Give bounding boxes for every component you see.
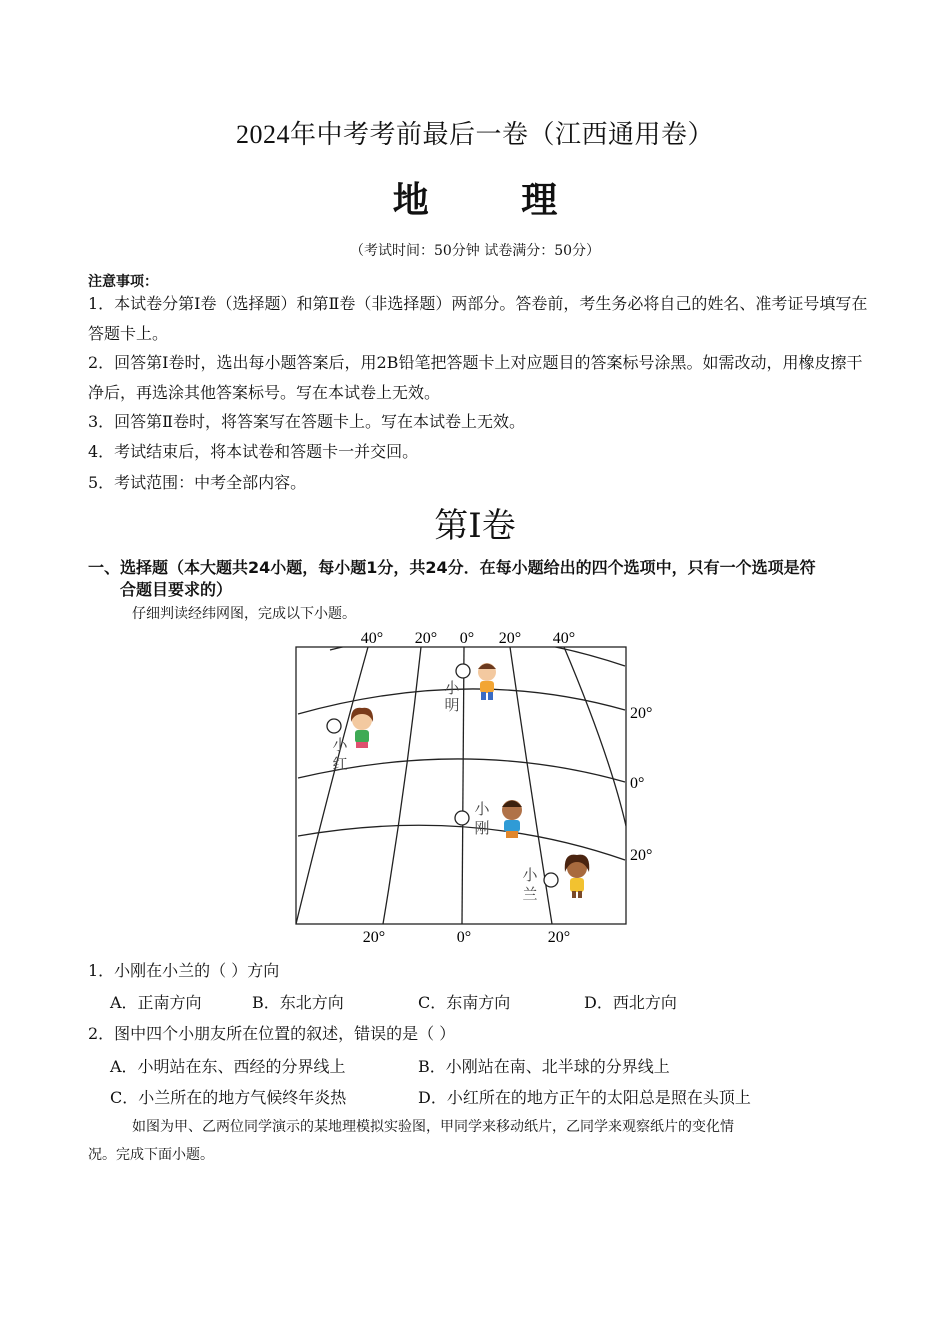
person-xiaolan — [522, 855, 589, 903]
map-top-label-20e: 20° — [498, 630, 522, 647]
location-point-xiaohong — [327, 719, 341, 733]
map-top-label-40w: 40° — [360, 630, 384, 647]
location-point-xiaolan — [544, 873, 558, 887]
label-xiaogang-1: 小 — [474, 802, 490, 818]
notice-item-3: 3．回答第Ⅱ卷时，将答案写在答题卡上。写在本试卷上无效。 — [88, 412, 526, 431]
cartoon-boy-icon — [502, 800, 522, 838]
parallel-line-20n — [298, 689, 625, 714]
cartoon-boy-icon — [478, 663, 496, 700]
notice-item-4: 4．考试结束后，将本试卷和答题卡一并交回。 — [88, 442, 419, 461]
exam-info: （考试时间：50分钟 试卷满分：50分） — [349, 243, 601, 259]
question-2-option-b[interactable]: B．小刚站在南、北半球的分界线上 — [418, 1057, 670, 1076]
notice-item-2: 2．回答第Ⅰ卷时，选出每小题答案后，用2B铅笔把答题卡上对应题目的答案标号涂黑。如需改动，用橡皮擦干净后，再选涂其他答案标号。写在本试卷上无效。 — [88, 353, 863, 402]
map-right-label-20s: 20° — [630, 847, 653, 864]
question-2-option-c[interactable]: C．小兰所在的地方气候终年炎热 — [110, 1088, 347, 1107]
map-right-label-20n: 20° — [630, 705, 653, 722]
cartoon-girl-icon — [565, 855, 590, 898]
question-1-option-a[interactable]: A．正南方向 — [110, 993, 202, 1012]
label-xiaolan-1: 小 — [522, 868, 538, 884]
person-xiaogang — [455, 800, 522, 838]
meridian-line-40e — [564, 647, 626, 826]
label-xiaogang-2: 刚 — [474, 821, 490, 837]
notice-item-1: 1．本试卷分第Ⅰ卷（选择题）和第Ⅱ卷（非选择题）两部分。答卷前，考生务必将自己的姓名、准考证号填写在答题卡上。 — [88, 294, 868, 343]
map-bottom-label-0: 0° — [456, 929, 472, 946]
passage-line-1: 如图为甲、乙两位同学演示的某地理模拟实验图，甲同学来移动纸片，乙同学来观察纸片的变化情 — [132, 1119, 734, 1135]
part-heading-line1: 一、选择题（本大题共24小题，每小题1分，共24分．在每小题给出的四个选项中，只有一个选项是符 — [88, 558, 816, 577]
label-xiaoming-1: 小 — [444, 681, 460, 697]
notice-heading: 注意事项： — [88, 274, 158, 290]
passage-line-2: 况。完成下面小题。 — [88, 1147, 214, 1163]
label-xiaoming-2: 明 — [444, 698, 460, 714]
part-heading — [88, 557, 878, 601]
map-top-label-20w: 20° — [414, 630, 438, 647]
part-heading-line2: 合题目要求的） — [120, 580, 233, 599]
subject-title: 地 理 — [392, 180, 598, 221]
notice-item-5: 5．考试范围：中考全部内容。 — [88, 473, 307, 492]
map-right-label-0: 0° — [630, 775, 645, 792]
map-top-label-40e: 40° — [552, 630, 576, 647]
question-1-option-c[interactable]: C．东南方向 — [418, 993, 511, 1012]
map-bottom-label-20e: 20° — [547, 929, 571, 946]
intro-text: 仔细判读经纬网图，完成以下小题。 — [132, 606, 356, 622]
question-2-option-d[interactable]: D．小红所在的地方正午的太阳总是照在头顶上 — [418, 1088, 751, 1107]
parallel-line-20s — [298, 825, 625, 860]
section-title: 第Ⅰ卷 — [434, 506, 516, 546]
meridian-line-40w — [296, 647, 368, 924]
label-xiaohong-2: 红 — [332, 757, 348, 773]
question-2-option-a[interactable]: A．小明站在东、西经的分界线上 — [110, 1057, 346, 1076]
map-bottom-label-20w: 20° — [362, 929, 386, 946]
map-top-label-0: 0° — [459, 630, 475, 647]
location-point-xiaogang — [455, 811, 469, 825]
exam-title: 2024年中考考前最后一卷（江西通用卷） — [235, 120, 714, 149]
question-1-option-d[interactable]: D．西北方向 — [584, 993, 677, 1012]
question-1-option-b[interactable]: B．东北方向 — [252, 993, 344, 1012]
cartoon-girl-icon — [351, 708, 373, 748]
meridian-line-20w — [383, 647, 421, 924]
location-point-xiaoming — [456, 664, 470, 678]
label-xiaohong-1: 小 — [332, 738, 348, 754]
question-1-stem: 1．小刚在小兰的（ ）方向 — [88, 961, 280, 980]
person-xiaohong — [327, 708, 373, 773]
graticule-map — [290, 626, 660, 946]
label-xiaolan-2: 兰 — [522, 887, 538, 903]
question-2-stem: 2．图中四个小朋友所在位置的叙述，错误的是（ ） — [88, 1024, 456, 1043]
